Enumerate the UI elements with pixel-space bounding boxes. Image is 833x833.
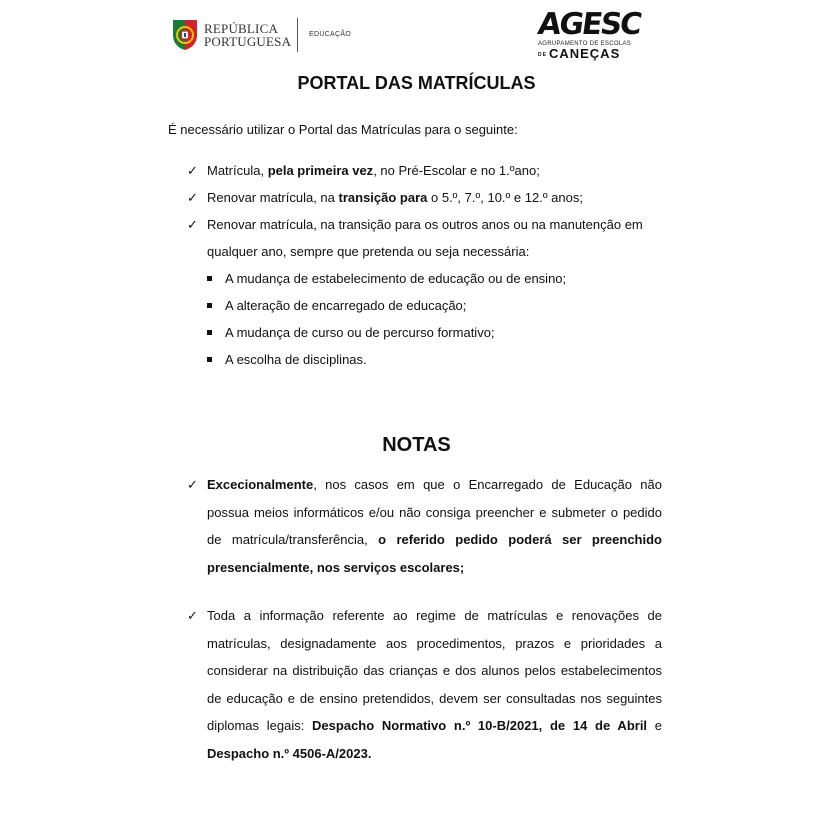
republica-portuguesa-logo <box>170 18 291 52</box>
square-bullet-icon <box>207 303 212 308</box>
note-item <box>187 471 662 581</box>
square-bullet-icon <box>207 357 212 362</box>
sub-list-item <box>207 265 662 292</box>
item-text: Matrícula, <box>207 163 268 178</box>
note-text: Toda a informação referente ao regime de matrículas e renovações de matrículas, designadamente aos procedimentos, prazos e prioridades a considerar na distribuição das crianças e dos alunos pelos estabelecimentos de educação e de ensino pretendidos, devem ser consultadas nos seguintes diplomas legais: <box>207 608 662 733</box>
square-bullet-icon <box>207 276 212 281</box>
sub-list-item <box>207 292 662 319</box>
item-text: Renovar matrícula, na <box>207 190 339 205</box>
note-paragraph <box>187 471 662 581</box>
gov-line-1: REPÚBLICA <box>204 21 279 36</box>
sub-list-item <box>207 346 662 373</box>
note-text: , nos casos em que o Encarregado de Educação não possua meios informáticos e/ou não consiga preencher e submeter o pedido de matrícula/transferência, <box>207 477 662 547</box>
note-item <box>187 602 662 767</box>
note-bold: Despacho n.º 4506-A/2023. <box>207 745 372 761</box>
school-mark: AGESC <box>535 7 643 42</box>
item-bold: transição para <box>338 190 428 205</box>
school-subtitle: AGRUPAMENTO DE ESCOLAS <box>538 41 632 47</box>
school-name: CANEÇAS <box>548 46 621 61</box>
sub-item-text: A mudança de curso ou de percurso formativo; <box>225 325 495 340</box>
checkmark-icon: ✓ <box>187 608 198 623</box>
note-text: e <box>647 718 662 733</box>
item-bold: pela primeira vez <box>267 163 374 178</box>
checkmark-icon: ✓ <box>187 217 198 232</box>
school-de: DE <box>538 51 547 58</box>
gov-department: EDUCAÇÃO <box>309 31 352 38</box>
item-text: , no Pré-Escolar e no 1.ºano; <box>373 163 540 178</box>
list-item <box>187 211 662 265</box>
republica-portuguesa-text <box>204 22 291 48</box>
square-bullet-icon <box>207 330 212 335</box>
header-divider <box>297 18 298 52</box>
sub-list-item <box>207 319 662 346</box>
school-name-line <box>538 48 646 61</box>
sub-item-text: A alteração de encarregado de educação; <box>225 298 467 313</box>
list-item <box>187 157 662 184</box>
note-bold: o referido pedido poderá ser preenchido presencialmente, nos serviços escolares; <box>207 532 662 575</box>
item-text: o 5.º, 7.º, 10.º e 12.º anos; <box>427 190 583 205</box>
document-header <box>170 7 645 61</box>
intro-text: É necessário utilizar o Portal das Matrículas para o seguinte: <box>168 122 518 137</box>
checkmark-icon: ✓ <box>187 163 198 178</box>
sub-requirements-list <box>187 265 662 373</box>
note-paragraph <box>187 602 662 767</box>
item-text: Renovar matrícula, na transição para os outros anos ou na manutenção em qualquer ano, sempre que pretenda ou seja necessária: <box>207 217 643 259</box>
sub-item-text: A escolha de disciplinas. <box>225 352 367 367</box>
gov-line-2: PORTUGUESA <box>204 34 292 49</box>
list-item <box>187 184 662 211</box>
notes-title: NOTAS <box>382 434 451 456</box>
checkmark-icon: ✓ <box>187 190 198 205</box>
note-bold: Despacho Normativo n.º 10-B/2021, de 14 de Abril <box>312 718 648 733</box>
requirements-list <box>187 157 662 373</box>
page-title: PORTAL DAS MATRÍCULAS <box>297 73 536 93</box>
checkmark-icon: ✓ <box>187 477 198 492</box>
sub-item-text: A mudança de estabelecimento de educação ou de ensino; <box>225 271 567 286</box>
school-logo <box>535 7 646 61</box>
portuguese-emblem-icon <box>170 18 200 52</box>
note-bold: Excecionalmente <box>207 477 314 492</box>
